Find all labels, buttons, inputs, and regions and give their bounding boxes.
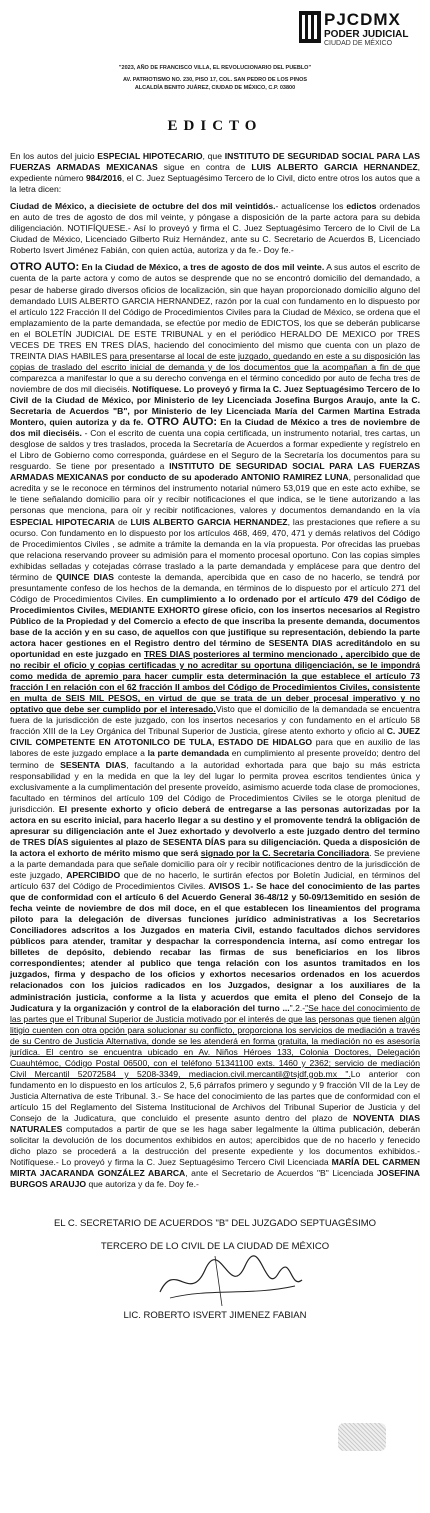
handwritten-signature [10,1252,420,1310]
text-run: , que [202,151,225,161]
text-run: signado por la C. Secretaria Conciliadora [200,847,370,858]
case-number: 984/2016 [86,173,122,184]
document-header [10,0,420,112]
text-run: , el C. Juez Septuagésimo Tercero de lo Civil, dicto entre otros los autos que a la letra dicen: [10,173,420,195]
text-run: El presente exhorto y oficio deberá de entregarse a las personas autorizadas por la actora en su escrito inicial, para hacerlo llegar a su destino y el promovente tendrá la obligación de apresurar su diligenciación ante el Juez exhortado y devolverlo a este juzgado dentro del termino de TRES DÍAS siguientes al plazo de SESENTA DÍAS para su diligenciación. Queda a disposición de la actora el exhorto de mérito mismo que será [10,803,420,858]
other-order-heading: OTRO AUTO: [10,261,80,274]
text-run: QUINCE DIAS [56,571,115,582]
order-paragraph-2 [10,262,420,1190]
text-run: para que en auxilio de las labores de este juzgado emplace a [10,737,420,759]
text-run: "Se hace del conocimiento de las partes que el Tribunal Superior de Justicia motivado por el interés de que las personas que tienen algún litigio cuenten con otra opción para solucionar su conflicto, proporciona los servicios de mediación a través de su Centro de Justicia Alternativa, donde se les atenderá en forma gratuita, la mediación no es asesoría jurídica. El centro se encuentra ubicado en Av. Niños Héroes 133, Colonia Doctores, Delegación Cuauhtémoc, Código Postal 06500, con el teléfono 51341100 exts. 1460 y 2362; servicio de mediación Civil Mercantil 52072584 y 5208-3349, mediacion.civil.mercantil@tsjdf.gob.mx ". [10,1002,420,1079]
text-run: conteste la demanda, apercibida que en caso de no hacerlo, se tendrá por presuntamente confeso de los hechos de la demanda, en términos de lo dispuesto por el artículo 271 del Código de Procedimientos Civiles. [10,571,420,604]
text-run: MARÍA DEL CARMEN MIRTA JACARANDA GONZÁLEZ ABARCA [10,1157,421,1179]
text-run: para presentarse al local de este juzgado, quedando en este a su disposición las copias de traslado del escrito inicial de demanda y de los documentos que la acompañan a fin de que [10,350,421,372]
text-run: en cumplimiento al presente proveído; dentro del termino de [10,748,420,770]
text-run: JOSEFINA BURGOS ARAUJO [10,1168,420,1190]
edict-body [10,151,420,1190]
text-run: . Se previene a la parte demandada para que señale domicilio para oír y recibir notificaciones dentro de la jurisdicción de este juzgado, [10,847,420,880]
text-run: la parte demandada [147,748,230,759]
text-run: edictos [346,201,377,212]
text-run: ".2.- [289,1002,306,1013]
text-run: computados a partir de que se les haga saber legalmente la última publicación, deberán solicitar la devolución de los documentos exhibidos en autos; apercibidos que de no hacerlo y fenecido dicho plazo se procederá a la destrucción del presente expediente y los documentos exhibidos.- Notifíquese.- Lo proveyó y firma la C. Juez Septuagésimo Tercero Civil Licenciada [10,1124,420,1168]
text-run: INSTITUTO DE SEGURIDAD SOCIAL PARA LAS FUERZAS ARMADAS MEXICANAS por conducto de su apoderado ANTONIO RAMIREZ LUNA [10,461,421,483]
text-run: Lo anterior con fundamento en lo dispuesto en los artículos 2, 5,6 párrafos primero y segundo y 9 fracción VII de la Ley de Justicia Alternativa de este Tribunal. 3.- Se hace del conocimiento de las partes que de conformidad con el artículo 15 del Reglamento del Sistema Institucional de Archivos del Tribunal Superior de Justicia y del Consejo de la Judicatura, que concluido el presente asunto dentro del plazo de [10,1068,420,1124]
text-run: comparezca a manifestar lo que a su derecho convenga en el término concedido por auto de fecha tres de noviembre de dos mil dieciséis. [10,372,420,394]
court-address [10,76,420,92]
logo-brand: PJCDMX [324,10,401,29]
order-date: En la Ciudad de México a tres de noviembre de dos mil dieciséis. [10,417,421,439]
text-run: NOVENTA DIAS NATURALES [10,1113,421,1135]
text-run: sigue en contra de [157,162,252,173]
signature-title-line-1: EL C. SECRETARIO DE ACUERDOS "B" DEL JUZGADO SEPTUAGÉSIMO [53,1218,377,1230]
text-run: , expediente número [10,162,420,184]
text-run: Notifíquese. Lo proveyó y firma la C. Juez Septuagésimo Tercero de lo Civil de la Ciudad de México, por Ministerio de ley Licenciada Josefina Burgos Araujo, ante la C. Secretaria de Acuerdos "B", por Ministerio de ley Licenciada María del Carmen Martina Estrada Montero, quien autoriza y da fe. [10,383,420,428]
pjcdmx-logo [298,8,410,60]
signature-block [10,1218,420,1321]
building-icon [298,10,322,44]
text-run: - actualícense los [275,201,347,212]
text-run: , las prestaciones que refiere a su ocurso. Con fundamento en lo dispuesto por los artículos 468, 469, 470, 471 y demás relativos del Código de Procedimientos Civiles , se admite a trámite la demanda en la vía propuesta. Por ofrecidas las pruebas que relaciona reservando proveer su admisión para el momento procesal oportuno. Con las copias simples exhibidas selladas y cotejadas córrase traslado a la parte demandada y emplácese para que dentro del término de [10,516,421,582]
order-date: Ciudad de México, a diecisiete de octubre del dos mil veintidós. [10,201,276,212]
text-run: En cumplimiento a lo ordenado por el artículo 479 del Código de Procedimientos Civiles, MEDIANTE EXHORTO gírese oficio, con los insertos necesarios al Registro Público de la Propiedad y del Comercio a efecto de que inscriba la presente demanda, documentos base de la acción y en su caso, de aquellos con que justifique su representación, debiendo la parte actora hacer gestiones en el Registro dentro del término de SESENTA DIAS acreditándolo en su oportunidad en este juzgado en [10,593,420,660]
logo-line-2: CIUDAD DE MÉXICO [324,40,393,47]
text-run: ordenados en auto de tres de agosto de dos mil veinte, y póngase a disposición de la parte actora para su debida diligenciación. NOTIFÍQUESE.- Así lo proveyó y firma el C. Juez Septuagésimo Tercero de lo Civil de La Ciudad de México, Licenciado Gilberto Ruiz Hernández, ante su C. Secretario de Acuerdos B, Licenciado Roberto Isvert Jiménez Fabián, con quien actúa, autoriza y da fe.- Doy fe.- [10,201,420,256]
text-run: TRES DIAS posteriores al termino mencionado , apercibido que de no recibir el oficio y copias certificadas y no acreditar su oportuna diligenciación, se le impondrá como medida de apremio para hacer cumplir esta determinación la que establece el artículo 73 fracción I en relación con el 62 fracción II ambos del Código de Procedimientos Civiles, consistente en multa de SEIS MIL PESOS, en virtud de que se trata de un deber procesal imperativo y no optativo que debe ser cumplido por el interesado. [10,649,420,715]
text-run: , personalidad que acredita y se le reconoce en términos del instrumento notarial número 53,019 que en este acto exhibe, se le tiene señalando domicilio para oír y recibir notificaciones el que indica, se le tiene autorizando a las personas que menciona, para oír y recibir notificaciones, valores y documentos demandando en la vía [10,472,421,516]
defendant-name: LUIS ALBERTO GARCIA HERNANDEZ [251,162,418,173]
text-run: A sus autos el escrito de cuenta de la parte actora y como de autos se desprende que no se encontró domicilio del demandado, a pesar de haberse girado diversos oficios de localización, sin que hayan proporcionado domicilio alguno del demandado LUIS ALBERTO GARCIA HERNANDEZ, razón por la cual con fundamento en lo dispuesto por el artículo 122 Fracción II del Código de Procedimientos Civiles para la Ciudad de México, se ordena que el emplazamiento de la parte demandada, se efectúe por medio de EDICTOS, los que se deberán publicarse en el BOLETÍN JUDICIAL DE ESTE TRIBUNAL y en el periódico HERALDO DE MEXICO por TRES VECES DE TRES EN TRES DÍAS, haciendo del conocimiento del mismo que cuenta con un plazo de TREINTA DIAS HABILES [10,262,420,361]
text-run: , facultando a la autoridad exhortada para que bajo su más estricta responsabilidad y en la medida en que la ley del lugar lo permita provea escritos tendientes única y exclusivamente a la cumplimentación del presente proveído, asimismo acuerde toda clase de promociones, facultado en términos del artículo 109 del Código de Procedimientos Civiles se le otorga plenitud de jurisdicción. [10,759,420,814]
address-line-1: AV. PATRIOTISMO NO. 230, PISO 17, COL. SAN PEDRO DE LOS PINOS [122,77,308,83]
other-order-heading: OTRO AUTO: [143,416,218,429]
year-motto: "2023, AÑO DE FRANCISCO VILLA, EL REVOLUCIONARIO DEL PUEBLO" [118,65,312,71]
address-line-2: ALCALDÍA BENITO JUÁREZ, CIUDAD DE MÉXICO, C.P. 03800 [134,85,296,91]
text-run: , ante el Secretario de Acuerdos "B" Licenciada [185,1168,378,1179]
text-run: de [115,516,131,527]
court-seal-stamp [338,1423,386,1451]
text-run: que autoriza y da fe. Doy fe.- [86,1179,199,1190]
order-paragraph-1 [10,201,420,256]
text-run: LUIS ALBERTO GARCIA HERNANDEZ [130,516,288,527]
signature-scribble-icon [10,1252,420,1310]
text-run: En los autos del juicio [10,151,98,161]
order-date: En la Ciudad de México, a tres de agosto de dos mil veinte. [79,262,325,273]
text-run: C. JUEZ CIVIL COMPETENTE EN ATOTONILCO DE TULA, ESTADO DE HIDALGO [10,726,420,748]
text-run: APERCIBIDO [66,870,121,880]
intro-paragraph [10,151,420,195]
signature-title-line-2: TERCERO DE LO CIVIL DE LA CIUDAD DE MÉXICO [100,1241,330,1253]
text-run: AVISOS 1.- Se hace del conocimiento de las partes que de conformidad con el artículo 6 del Acuerdo General 36-48/12 y 50-09/13emitido en sesión de fecha veinte de noviembre de dos mil doce, en el que establecen los lineamientos del programa piloto para la delegación de diversas funciones jurídico administrativas a los Secretarios Conciliadores adscritos a los Juzgados en materia Civil, estando facultados dichos servidores públicos para atender, tramitar y despachar la correspondencia interna, así como entregar los billetes de depósito, debiendo recabar las firmas de sus beneficiarios en los libros correspondientes; atender al publico que tenga relación con los asuntos tramitados en los juzgados, firma y despacho de los oficios y exhortos necesarios ordenados en los acuerdos relacionados con los juicios radicados en los Juzgados, designar a los auxiliares de la administración justicia, conforme a la lista y acuerdos que emita el pleno del Consejo de la Judicatura y la organización y control de la elaboración del turno ... [10,881,420,1013]
text-run: SESENTA DIAS [60,759,127,770]
trial-type: ESPECIAL HIPOTECARIO [97,151,203,161]
text-run: - Con el escrito de cuenta una copia certificada, un instrumento notarial, tres cartas, un desglose de saldos y tres traslados, proceda la Secretaría de Acuerdos a formar expediente y regístrelo en el Libro de Gobierno como corresponda, guárdese en el Seguro de la Secretaría los documentos para su resguardo. Se tiene por presentado a [10,428,420,472]
signatory-name: LIC. ROBERTO ISVERT JIMENEZ FABIAN [123,1310,307,1322]
logo-line-1: PODER JUDICIAL [324,29,409,40]
text-run: ESPECIAL HIPOTECARIA [10,516,115,527]
text-run: que de no hacerlo, le surtirán efectos por Boletín Judicial, en términos del artículo 637 del Código de Procedimientos Civiles. [10,870,420,892]
text-run: Visto que el domicilio de la demandada se encuentra fuera de la jurisdicción de este juzgado, con los insertos necesarios y con fundamento en el artículo 58 fracción XIII de la Ley Orgánica del Tribunal Superior de Justicia, gírese atento exhorto y oficio al [10,704,421,737]
plaintiff-name: INSTITUTO DE SEGURIDAD SOCIAL PARA LAS FUERZAS ARMADAS MEXICANAS [10,151,420,173]
document-title: EDICTO [167,118,263,134]
